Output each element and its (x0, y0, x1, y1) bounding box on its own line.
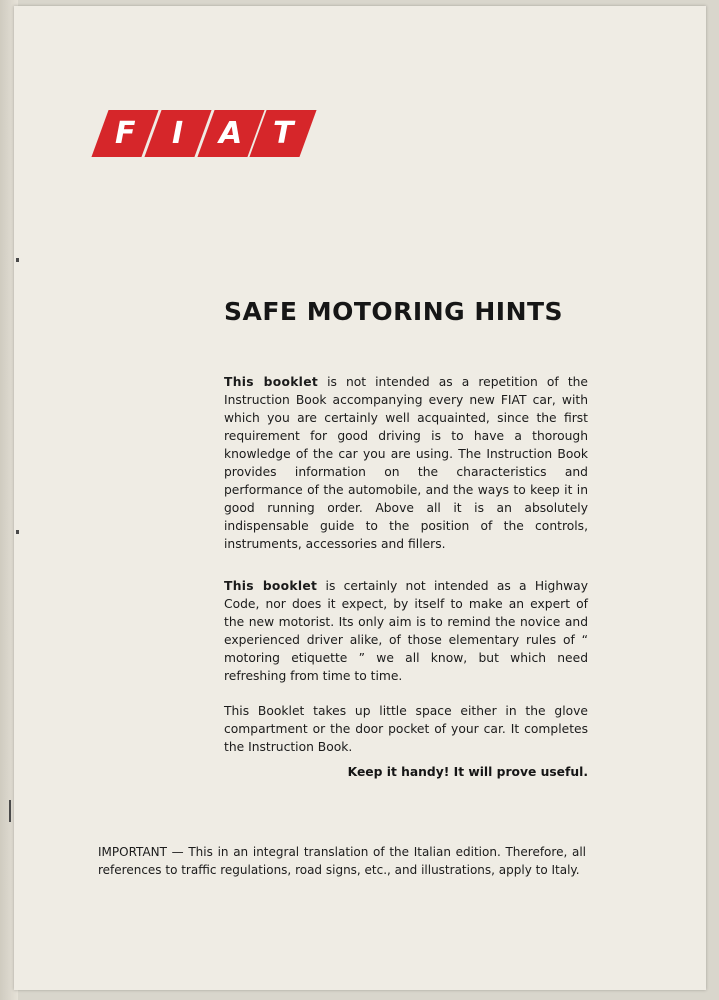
binding-mark (9, 800, 11, 822)
intro-paragraph (224, 373, 588, 553)
logo-tile-f: F (91, 110, 158, 157)
purpose-paragraph (224, 577, 588, 685)
paragraph-text: is certainly not intended as a Highway Code, nor does it expect, by itself to make an expert of the new motorist. Its only aim is to remind the novice and experienced driver alike, of those elementary rules of “ motoring etiquette ” we all know, but which need refreshing from time to time. (224, 579, 588, 683)
logo-tile-i: I (144, 110, 211, 157)
fiat-logo (100, 110, 308, 157)
paragraph-lead: This booklet (224, 579, 318, 593)
closing-line: Keep it handy! It will prove useful. (347, 765, 588, 779)
paragraph-text: is not intended as a repetition of the Instruction Book accompanying every new FIAT car, with which you are certainly well acquainted, since the first requirement for good driving is to have a thorough knowledge of the car you are using. The Instruction Book provides information on the characteristics and performance of the automobile, and the ways to keep it in good running order. Above all it is an absolutely indispensable guide to the position of the controls, instruments, accessories and fillers. (224, 375, 588, 551)
show-through-text (346, 108, 556, 138)
page-title: SAFE MOTORING HINTS (224, 297, 564, 326)
important-note: IMPORTANT — This in an integral translation of the Italian edition. Therefore, all references to traffic regulations, road signs, etc., and illustrations, apply to Italy. (98, 845, 586, 877)
binding-mark (16, 530, 19, 534)
logo-tile-t: T (250, 110, 317, 157)
logo-tile-a: A (197, 110, 264, 157)
binding-mark (16, 258, 19, 262)
storage-paragraph: This Booklet takes up little space either in the glove compartment or the door pocket of your car. It completes the Instruction Book. (224, 704, 588, 754)
paragraph-lead: This booklet (224, 375, 319, 389)
